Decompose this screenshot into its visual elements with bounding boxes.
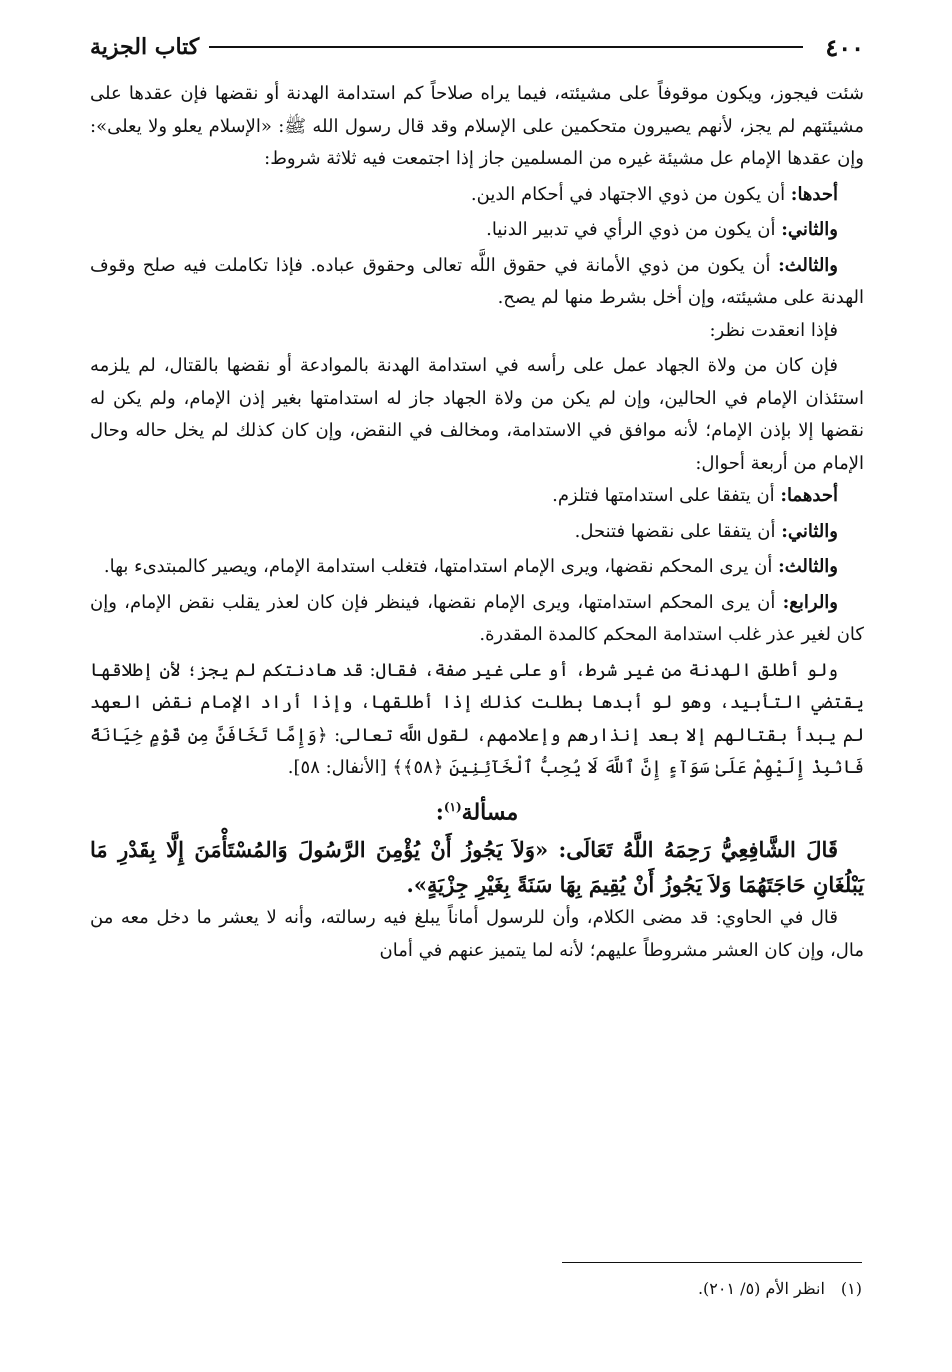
paragraph: ولو أطلق الهدنة من غير شرط، أو على غير صفة، فقال: قد هادنتكم لم يجز؛ لأن إطلاقها يقتضي التأبيد، وهو لو أبدها بطلت كذلك إذا أطلقها، وإذا أراد الإمام نقض العهد لم يبدأ بقتالهم إلا بعد إنذارهم وإعلامهم، لقول اللَّه تعالى: ﴿وَإِمَّا تَخَافَنَّ مِن قَوْمٍ خِيَانَةً فَانۢبِذْ إِلَيْهِمْ عَلَىٰ سَوَآءٍ إِنَّ ٱللَّهَ لَا يُحِبُّ ٱلْخَآئِنِينَ ﴿٥٨﴾﴾ [الأنفال: ٥٨]. xyxy=(90,659,864,778)
state-item xyxy=(90,516,864,549)
state-item xyxy=(90,551,864,584)
section-heading xyxy=(90,791,864,829)
footnote-divider xyxy=(562,1262,862,1263)
heading-text: مسألة xyxy=(461,798,519,825)
item-text: أن يتفقا على نقضها فتنحل. xyxy=(574,520,782,542)
state-item xyxy=(90,587,864,652)
item-text: أن يرى المحكم استدامتها، ويرى الإمام نقضها، فينظر فإن كان لعذر يقلب نقض الإمام، وإن كان لغير عذر غلب استدامة المحكم كالمدة المقدرة. xyxy=(90,591,864,645)
shafii-quote: قَالَ الشَّافِعِيُّ رَحِمَهُ اللَّهُ تَعَالَى: «وَلاَ يَجُوزُ أَنْ يُؤْمِنَ الرَّسُولَ وَالمُسْتَأْمَنَ إِلَّا بِقَدْرِ مَا يَبْلُغَانِ حَاجَتَهُمَا وَلاَ يَجُوزُ أَنْ يُقِيمَ بِهَا سَنَةً بِغَيْرِ جِزْيَةٍ». xyxy=(90,837,864,898)
footnote-mark: (١) xyxy=(840,1279,862,1298)
paragraph: فإن كان من ولاة الجهاد عمل على رأسه في استدامة الهدنة بالموادعة أو نقضها بالقتال، لم يلزمه استئذان الإمام في الحالين، وإن لم يكن من ولاة الجهاد جاز له استدامتها بغير إذن الإمام، ولم يكن له نقضها إلا بإذن الإمام؛ لأنه موافق في الاستدامة، ومخالف في النقض، وإن كان كذلك لم يخل حاله وحال الإمام من أربعة أحوال: xyxy=(90,355,864,474)
paragraph: شئت فيجوز، ويكون موقوفاً على مشيئته، فيما يراه صلاحاً كم استدامة الهدنة أو نقضها فإن عقدها على مشيئتهم لم يجز، لأنهم يصيرون متحكمين على الإسلام وقد قال رسول الله ﷺ: «الإسلام يعلو ولا يعلى»: وإن عقدها الإمام عل مشيئة غيره من المسلمين جاز إذا اجتمعت فيه ثلاثة شروط: xyxy=(90,83,864,169)
page-header xyxy=(90,30,864,64)
item-label: أحدهما: xyxy=(780,485,838,506)
state-item xyxy=(90,480,864,513)
condition-item xyxy=(90,179,864,212)
paragraph: قال في الحاوي: قد مضى الكلام، وأن للرسول أماناً يبلغ فيه رسالته، وأنه لا يعشر ما دخل معه من مال، وإن كان العشر مشروطاً عليهم؛ لأنه لما يتميز عنهم في أمان xyxy=(90,907,864,961)
page-number: ٤٠٠ xyxy=(825,32,864,62)
running-title: كتاب الجزية xyxy=(90,34,200,60)
footnote-ref: (١) xyxy=(443,799,462,814)
item-text: أن يرى المحكم نقضها، ويرى الإمام استدامتها، فتغلب استدامة الإمام، ويصير كالمبتدىء بها. xyxy=(103,556,779,577)
main-text xyxy=(90,78,864,967)
heading-colon: : xyxy=(435,798,444,825)
item-label: والثالث: xyxy=(778,254,838,276)
item-label: والرابع: xyxy=(782,591,839,613)
paragraph: فإذا انعقدت نظر: xyxy=(709,319,838,341)
condition-item xyxy=(90,250,864,315)
condition-item xyxy=(90,214,864,247)
item-text: أن يكون من ذوي الاجتهاد في أحكام الدين. xyxy=(470,183,791,205)
item-text: أن يتفقا على استدامتها فتلزم. xyxy=(552,485,781,506)
item-label: أحدها: xyxy=(790,183,838,205)
item-label: والثاني: xyxy=(781,520,838,542)
footnote-text: انظر الأم (٥/ ٢٠١). xyxy=(697,1279,825,1298)
footnote xyxy=(90,1276,862,1302)
item-text: أن يكون من ذوي الرأي في تدبير الدنيا. xyxy=(486,219,782,240)
header-rule xyxy=(209,46,803,48)
item-label: والثالث: xyxy=(778,556,838,577)
item-label: والثاني: xyxy=(781,219,838,240)
item-text: أن يكون من ذوي الأمانة في حقوق اللَّه تعالى وحقوق عباده. فإذا تكاملت فيه صلح وقوف الهدنة على مشيئته، وإن أخل بشرط منها لم يصح. xyxy=(90,254,864,308)
